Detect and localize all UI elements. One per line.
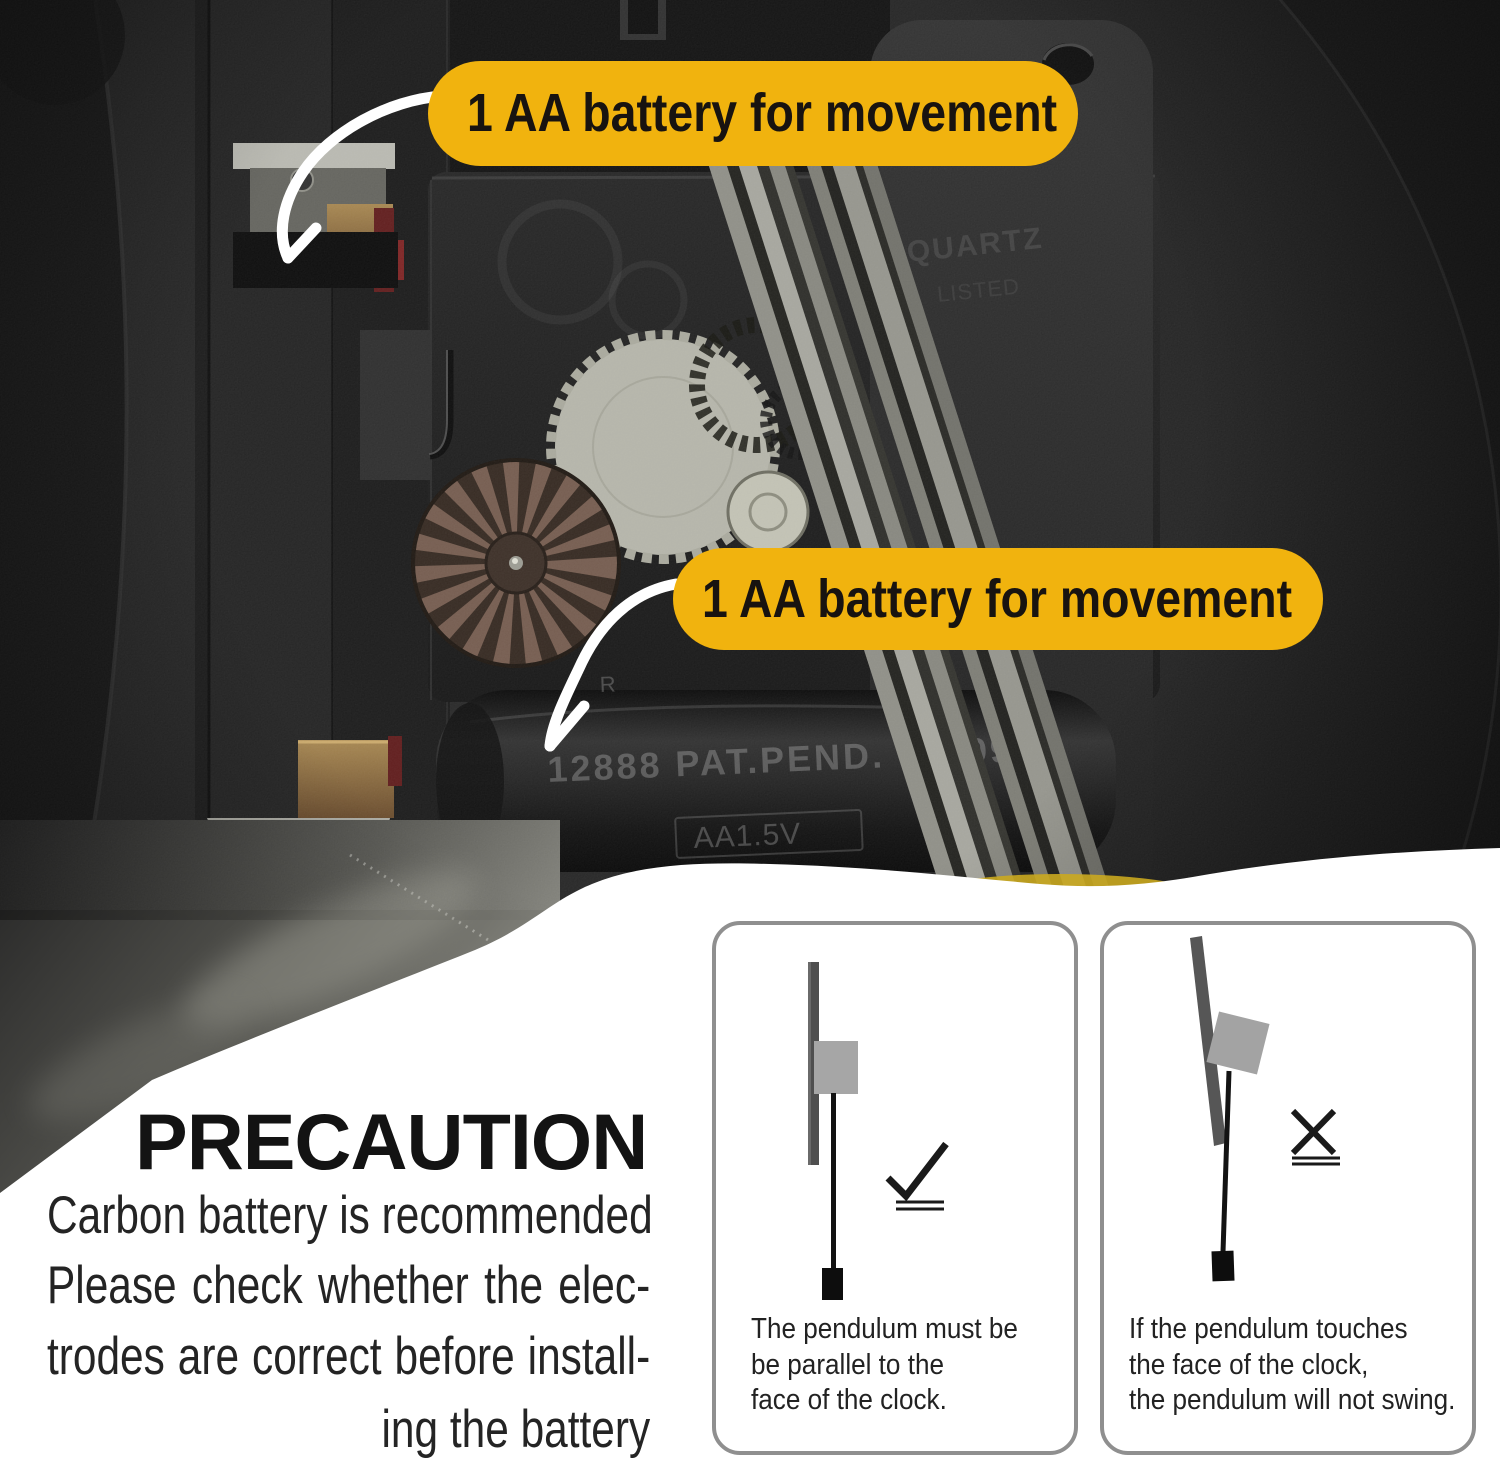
caption-line: the pendulum will not swing. [1129,1384,1456,1416]
pendulum-bob [1211,1251,1234,1282]
callout-battery-middle [673,548,1323,650]
check-icon [888,1144,946,1209]
caption-line: face of the clock. [751,1384,947,1416]
panel-caption [751,1312,1048,1419]
caption-line: be parallel to the [751,1348,944,1381]
caption-line: The pendulum must be [751,1313,1018,1345]
pendulum-rod [831,1093,836,1269]
precaution-title: PRECAUTION [135,1097,648,1186]
callout-label: 1 AA battery for movement [702,569,1293,629]
panel-pendulum-correct [712,921,1078,1455]
callout-label: 1 AA battery for movement [467,83,1058,143]
pendulum-rod [1223,1071,1229,1252]
caption-line: the face of the clock, [1129,1348,1369,1381]
precaution-line: trodes are correct before install- [47,1327,651,1386]
precaution-line: Carbon battery is recommended [47,1186,653,1245]
callout-battery-top [428,61,1078,166]
pendulum-bob [822,1268,843,1300]
caption-line: If the pendulum touches [1129,1313,1408,1345]
cross-icon [1292,1111,1340,1164]
precaution-line: ing the battery [381,1400,651,1459]
pendulum-hanger [814,1041,858,1094]
panel-caption [1129,1312,1492,1419]
precaution-line: Please check whether the elec- [47,1256,651,1315]
panel-pendulum-incorrect [1100,921,1476,1455]
